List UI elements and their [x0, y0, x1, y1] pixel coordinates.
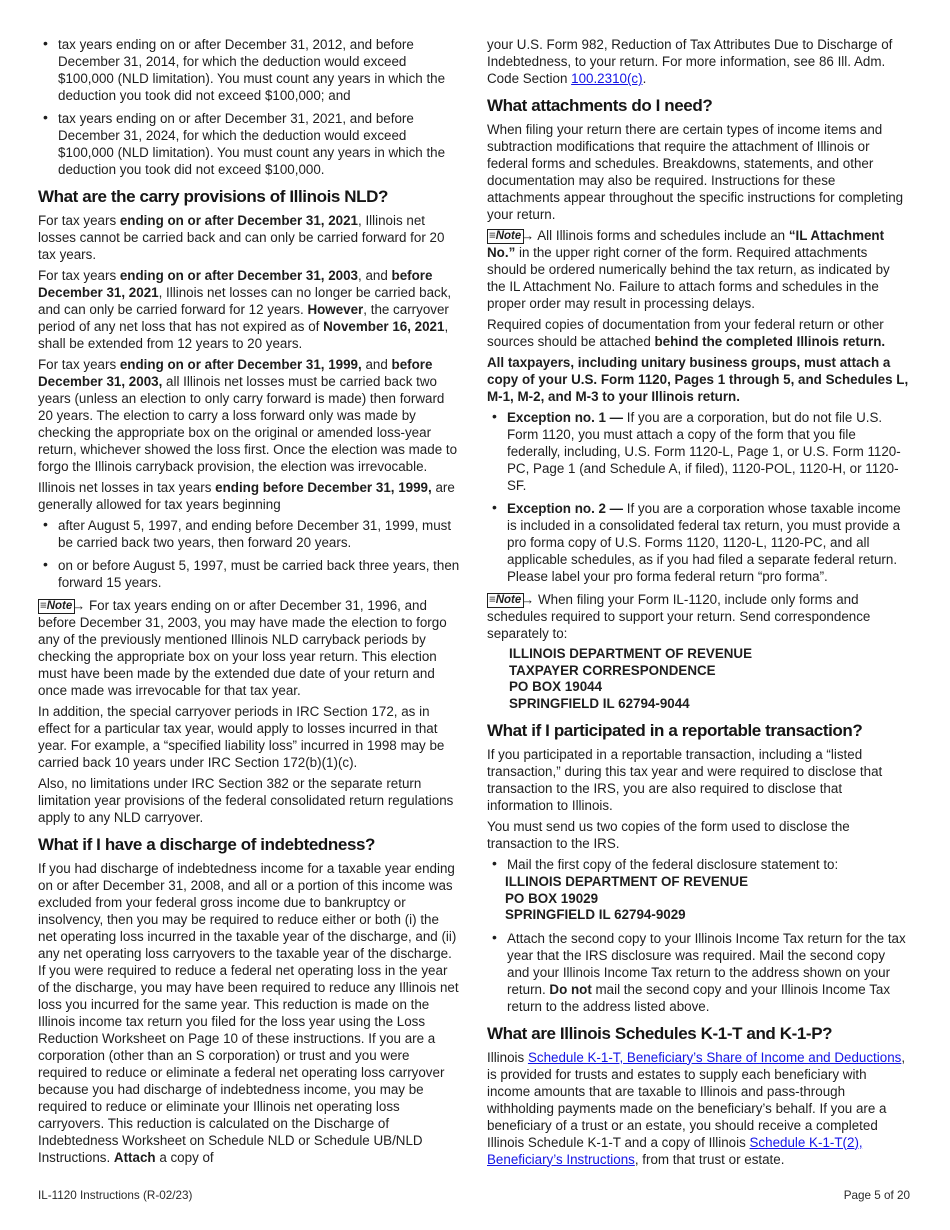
section-heading: What if I have a discharge of indebtedness? [38, 835, 376, 854]
address-line: PO BOX 19029 [505, 890, 599, 906]
address-line: PO BOX 19044 [509, 679, 603, 694]
bold-text: ending before December 31, 1999, [215, 480, 432, 495]
paragraph [38, 597, 461, 699]
right-column [487, 36, 910, 1172]
bold-text: Exception no. 2 — [507, 501, 627, 516]
body-text: your U.S. Form 982, Reduction of Tax Attributes Due to Discharge of Indebtedness, to your return. For more information, see 86 Ill. Adm. Code Section [487, 37, 893, 86]
paragraph [487, 746, 910, 814]
link-schedule-k-1-t-2-beneficia[interactable]: Schedule K-1-T(2), Beneficiary’s Instructions [487, 1134, 863, 1167]
paragraph [487, 354, 910, 405]
section-heading: What if I participated in a reportable transaction? [487, 721, 863, 740]
section-heading: What attachments do I need? [487, 96, 713, 115]
body-text: , is provided for trusts and estates to supply each beneficiary with income amounts that are taxable to Illinois and pass-through withholding payments made on the beneficiary’s behalf. If you are a beneficiary of a trust or an estate, you should receive a completed Illinois Schedule K-1-T and a copy of Illinois [487, 1049, 906, 1150]
bullet-list [487, 409, 910, 585]
paragraph [38, 479, 461, 513]
body-text: a copy of [155, 1150, 214, 1165]
body-text: You must send us two copies of the form used to disclose the transaction to the IRS. [487, 819, 850, 851]
paragraph [38, 703, 461, 771]
paragraph [38, 356, 461, 475]
body-text: tax years ending on or after December 31, 2012, and before December 31, 2014, for which the deduction would exceed $100,000 (NLD limitation). You must count any years in which the deduction you took did not exceed $100,000; and [58, 37, 446, 103]
bullet-item [38, 110, 461, 178]
bullet-list [38, 517, 461, 591]
bullet-item [487, 500, 910, 585]
paragraph [487, 1049, 910, 1168]
body-text: , and [358, 268, 392, 283]
bold-text: Exception no. 1 — [507, 410, 627, 425]
paragraph [38, 775, 461, 826]
address-line: TAXPAYER CORRESPONDENCE [509, 662, 716, 678]
body-text: all Illinois net losses must be carried back two years (unless an election to only carry forward is made) then forward 20 years. The election to carry a loss forward only was made by checking the appropriate box on the original or amended loss-year return, whichever showed the loss first. Once the election was made to forgo the Illinois carryback provision, the election was irrevocable. [38, 374, 458, 474]
body-text: When filing your return there are certain types of income items and subtraction modifications that require the attachment of Illinois or federal forms and schedules. Breakdowns, statements, and other documentation may also be required. Instructions for these attachments appear throughout the specific instructions for completing your return. [487, 122, 904, 222]
paragraph [38, 212, 461, 263]
bold-text: All taxpayers, including unitary business groups, must attach a copy of your U.S. Form 1120, Pages 1 through 5, and Schedules L, M-1, M-2, and M-3 to your Illinois return. [487, 355, 909, 404]
body-text: , the carryover period of any net loss that has not expired as of [38, 302, 449, 334]
body-text: All Illinois forms and schedules include an [537, 228, 789, 243]
address-line: ILLINOIS DEPARTMENT OF REVENUE [505, 874, 749, 889]
page-footer [38, 1189, 910, 1203]
paragraph [487, 121, 910, 223]
bullet-list [487, 856, 910, 1015]
address-line: ILLINOIS DEPARTMENT OF REVENUE [509, 646, 753, 661]
body-text: , Illinois net losses cannot be carried back and can only be carried forward for 20 tax years. [38, 213, 445, 262]
body-text: are generally allowed for tax years beginning [38, 480, 455, 512]
body-text: Mail the first copy of the federal disclosure statement to: [507, 857, 839, 872]
body-text: mail the second copy and your Illinois Income Tax return to the address listed above. [507, 981, 891, 1014]
bold-text: ending on or after December 31, 2021 [119, 213, 359, 228]
address-block [505, 874, 910, 924]
bullet-list [38, 36, 461, 178]
bold-text: before December 31, 2021 [38, 268, 433, 300]
bullet-item [487, 409, 910, 494]
address-line: SPRINGFIELD IL 62794-9044 [509, 695, 690, 711]
body-text: In addition, the special carryover periods in IRC Section 172, as in effect for a particular tax year, would apply to losses incurred in that year. For example, a “specified liability loss” incurred in 1998 may be carried back 10 years under IRC Section 172(b)(1)(c). [38, 704, 445, 770]
note-arrow-glyph: → [521, 228, 535, 243]
body-text: For tax years [38, 357, 120, 372]
note-box-glyph: ≡Note [487, 229, 524, 244]
body-text: For tax years ending on or after December 31, 1996, and before December 31, 2003, you may have made the election to forgo any of the previously mentioned Illinois NLD carryback periods by checking the appropriate box on your loss year return. This election must have been made by the extended due date of your return and once made was irrevocable for that tax year. [38, 598, 447, 698]
paragraph [487, 36, 910, 87]
address-line: SPRINGFIELD IL 62794-9029 [505, 907, 686, 922]
note-box-glyph: ≡Note [487, 593, 524, 608]
note-icon [38, 598, 85, 613]
bullet-item [38, 557, 461, 591]
body-text: Illinois net losses in tax years [38, 480, 216, 495]
body-text: , shall be extended from 12 years to 20 years. [38, 319, 449, 351]
body-text: If you are a corporation whose taxable income is included in a consolidated federal tax return, you must provide a pro forma copy of U.S. Forms 1120, 1120-L, 1120-PC, and all applicable schedules, as if you had filed a separate federal return. Please label your pro forma federal return “pro forma”. [507, 501, 901, 584]
body-text: on or before August 5, 1997, must be carried back three years, then forward 15 years. [58, 558, 460, 590]
body-text: in the upper right corner of the form. Required attachments should be ordered numerically behind the tax return, as indicated by the IL Attachment No. Failure to attach forms and schedules in the proper order may result in processing delays. [487, 245, 890, 311]
body-text: For tax years [38, 268, 120, 283]
address-block [509, 646, 910, 712]
footer-form-id: IL-1120 Instructions (R-02/23) [38, 1189, 193, 1202]
body-text: If you had discharge of indebtedness income for a taxable year ending on or after December 31, 2008, and all or a portion of this income was excluded from your federal gross income due to bankruptcy or insolvency, then you may be required to reduce either or both (i) the net operating loss incurred in the taxable year of the discharge, and (ii) any net operating loss carryovers to the taxable year of the discharge. If you were required to reduce a federal net operating loss in the year of the discharge, you may have been required to reduce any Illinois net loss you incurred for the same year. This reduction is made on the Illinois income tax return you filed for the loss year using the Loss Reduction Worksheet on Page 10 of these instructions. If you are a corporation (other than an S corporation) or trust and you were required to reduce or eliminate a federal net operating loss carryover because you had discharge of indebtedness income, you may be required to reduce or eliminate your Illinois net operating loss carryovers. This reduction is calculated on the Discharge of Indebtedness Worksheet on Schedule NLD or Schedule UB/NLD Instructions. [38, 861, 459, 1165]
footer-page-number: Page 5 of 20 [843, 1189, 910, 1202]
bullet-item [38, 517, 461, 551]
bold-text: “IL Attachment No.” [487, 228, 885, 260]
bold-text: before December 31, 2003, [38, 357, 433, 389]
bullet-item [38, 36, 461, 104]
paragraph [38, 267, 461, 352]
bold-text: However [307, 302, 364, 317]
note-box-glyph: ≡Note [38, 599, 75, 614]
body-text: Also, no limitations under IRC Section 382 or the separate return limitation year provisions of the federal consolidated return regulations apply to any NLD carryover. [38, 776, 454, 825]
body-text: . [642, 71, 647, 86]
body-text: If you participated in a reportable transaction, including a “listed transaction,” during this tax year and were required to disclose that transaction to the IRS, you are also required to disclose that information to Illinois. [487, 747, 883, 813]
paragraph [487, 818, 910, 852]
body-text: When filing your Form IL-1120, include only forms and schedules required to support your return. Send correspondence separately to: [487, 592, 871, 641]
bold-text: ending on or after December 31, 1999, [119, 357, 362, 372]
two-column-layout [38, 36, 910, 1172]
body-text: , from that trust or estate. [634, 1151, 785, 1167]
body-text: , Illinois net losses can no longer be carried back, and can only be carried forward for 12 years. [38, 285, 452, 317]
bold-text: ending on or after December 31, 2003 [119, 268, 359, 283]
paragraph [487, 316, 910, 350]
bold-text: Do not [549, 981, 592, 997]
body-text: after August 5, 1997, and ending before December 31, 1999, must be carried back two years, then forward 20 years. [58, 518, 452, 550]
bold-text: behind the completed Illinois return. [654, 334, 886, 349]
note-icon [487, 228, 534, 243]
note-arrow-glyph: → [72, 598, 86, 613]
body-text: Attach the second copy to your Illinois Income Tax return for the tax year that the IRS disclosure was required. Mail the second copy and your Illinois Income Tax return to the address shown on your return. [507, 930, 906, 997]
body-text: Required copies of documentation from your federal return or other sources should be attached [487, 317, 884, 349]
link-schedule-k-1-t-beneficiary[interactable]: Schedule K-1-T, Beneficiary’s Share of Income and Deductions [527, 1049, 902, 1065]
link-100-2310-c[interactable]: 100.2310(c) [571, 71, 643, 86]
bold-text: November 16, 2021 [323, 319, 445, 334]
body-text: If you are a corporation, but do not file U.S. Form 1120, you must attach a copy of the form that you file federally, including, U.S. Form 1120-L, Page 1, or U.S. Form 1120-PC, Page 1 (and Schedule A, if filed), 1120-POL, 1120-H, or 1120-SF. [507, 410, 901, 493]
section-heading: What are Illinois Schedules K-1-T and K-1-P? [487, 1023, 833, 1043]
bold-text: Attach [113, 1150, 156, 1165]
paragraph [38, 860, 461, 1166]
section-heading: What are the carry provisions of Illinois NLD? [38, 187, 388, 206]
left-column [38, 36, 461, 1170]
body-text: For tax years [38, 213, 120, 228]
body-text: tax years ending on or after December 31, 2021, and before December 31, 2024, for which the deduction would exceed $100,000 (NLD limitation). You must count any years in which the deduction you took did not exceed $100,000. [58, 111, 446, 177]
body-text: and [361, 357, 392, 372]
body-text: Illinois [487, 1049, 528, 1065]
bullet-item [487, 930, 910, 1015]
paragraph [487, 591, 910, 642]
paragraph [487, 227, 910, 312]
note-arrow-glyph: → [521, 592, 535, 607]
note-icon [487, 592, 534, 607]
bullet-item [487, 856, 910, 924]
